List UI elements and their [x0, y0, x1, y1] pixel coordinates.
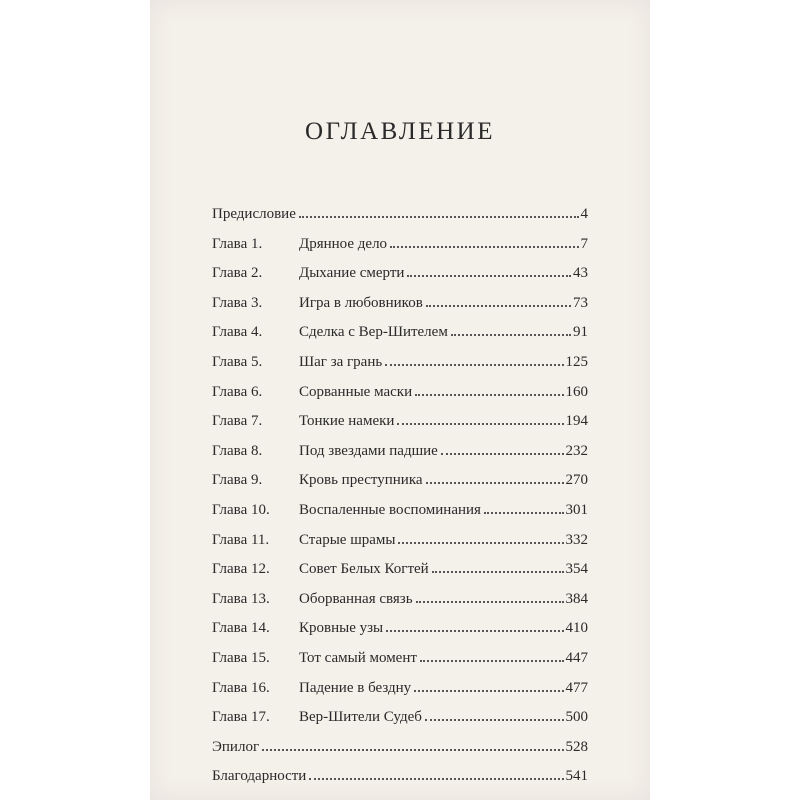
- toc-dot-leader: [386, 630, 563, 632]
- toc-dot-leader: [397, 423, 563, 425]
- toc-entry-label: Глава 16.: [212, 679, 270, 696]
- toc-dot-leader: [426, 482, 564, 484]
- toc-dot-leader: [420, 660, 564, 662]
- toc-entry-page-number: 384: [565, 590, 588, 607]
- toc-entry: [212, 205, 588, 235]
- toc-entry-page-number: 301: [565, 501, 588, 518]
- toc-entry-page-number: 447: [565, 649, 588, 666]
- toc-dot-leader: [441, 453, 564, 455]
- toc-entry-page-number: 91: [573, 324, 588, 341]
- toc-entry-title: Дыхание смерти: [299, 265, 405, 282]
- toc-entry: [212, 235, 588, 265]
- toc-entry-title: Игра в любовников: [299, 294, 423, 311]
- toc-entry-title: Эпилог: [212, 738, 260, 755]
- toc-entry-label: Глава 8.: [212, 442, 263, 459]
- toc-entry-page-number: 73: [573, 294, 588, 311]
- toc-entry: [212, 383, 588, 413]
- toc-entry-title: Шаг за грань: [299, 353, 383, 370]
- book-page: [150, 0, 650, 800]
- toc-entry: [212, 649, 588, 679]
- toc-entry-label: Глава 10.: [212, 501, 270, 518]
- toc-dot-leader: [299, 216, 579, 218]
- toc-dot-leader: [390, 246, 578, 248]
- toc-entry: [212, 353, 588, 383]
- toc-entry: [212, 323, 588, 353]
- toc-entry: [212, 442, 588, 472]
- toc-entry-label: Глава 2.: [212, 265, 263, 282]
- toc-entry-label: Глава 13.: [212, 590, 270, 607]
- toc-entry-label: Глава 5.: [212, 353, 263, 370]
- toc-entry: [212, 294, 588, 324]
- toc-entry-page-number: 194: [565, 413, 588, 430]
- toc-entry-title: Благодарности: [212, 768, 307, 785]
- toc-entry-label: Глава 12.: [212, 561, 270, 578]
- page-title: ОГЛАВЛЕНИЕ: [305, 118, 495, 145]
- toc-entry-label: Глава 6.: [212, 383, 263, 400]
- toc-entry-label: Глава 7.: [212, 413, 263, 430]
- toc-entry: [212, 708, 588, 738]
- toc-entry-title: Кровные узы: [299, 620, 384, 637]
- toc-entry-page-number: 4: [580, 206, 588, 222]
- toc-entry-label: Глава 3.: [212, 294, 263, 311]
- toc-entry-label: Глава 15.: [212, 649, 270, 666]
- toc-entry-label: Глава 1.: [212, 235, 263, 252]
- toc-entry: [212, 501, 588, 531]
- toc-entry-page-number: 477: [565, 679, 588, 696]
- toc-entry: [212, 767, 588, 797]
- toc-dot-leader: [407, 275, 571, 277]
- toc-dot-leader: [484, 512, 564, 514]
- toc-entry-title: Дрянное дело: [299, 235, 388, 252]
- toc-dot-leader: [385, 364, 563, 366]
- table-of-contents: [212, 205, 588, 797]
- toc-dot-leader: [425, 719, 564, 721]
- toc-entry: [212, 590, 588, 620]
- toc-entry-title: Предисловие: [212, 206, 296, 222]
- toc-dot-leader: [432, 571, 564, 573]
- toc-entry-page-number: 500: [565, 709, 588, 726]
- background-left: [0, 0, 150, 800]
- toc-dot-leader: [414, 690, 563, 692]
- toc-entry-title: Кровь преступника: [299, 472, 423, 489]
- toc-entry-page-number: 160: [565, 383, 588, 400]
- toc-entry-label: Глава 17.: [212, 709, 270, 726]
- toc-entry-title: Старые шрамы: [299, 531, 396, 548]
- toc-entry: [212, 560, 588, 590]
- toc-entry-page-number: 232: [565, 442, 588, 459]
- toc-entry-title: Тонкие намеки: [299, 413, 395, 430]
- toc-entry-title: Под звездами падшие: [299, 442, 438, 459]
- toc-entry-page-number: 7: [580, 235, 588, 252]
- toc-dot-leader: [416, 601, 564, 603]
- toc-entry-page-number: 354: [565, 561, 588, 578]
- toc-entry-title: Падение в бездну: [299, 679, 412, 696]
- toc-entry-page-number: 270: [565, 472, 588, 489]
- toc-entry-page-number: 410: [565, 620, 588, 637]
- toc-entry-title: Сделка с Вер-Шителем: [299, 324, 448, 341]
- toc-entry-page-number: 125: [565, 353, 588, 370]
- toc-dot-leader: [398, 542, 563, 544]
- toc-entry-label: Глава 9.: [212, 472, 263, 489]
- toc-entry: [212, 738, 588, 768]
- toc-entry-title: Вер-Шители Судеб: [299, 709, 422, 726]
- toc-dot-leader: [309, 778, 563, 780]
- toc-entry-title: Сорванные маски: [299, 383, 413, 400]
- toc-entry-page-number: 541: [565, 768, 588, 785]
- toc-entry: [212, 619, 588, 649]
- toc-entry-page-number: 43: [573, 265, 588, 282]
- toc-entry-title: Воспаленные воспоминания: [299, 501, 481, 518]
- toc-entry-label: Глава 4.: [212, 324, 263, 341]
- toc-dot-leader: [262, 749, 563, 751]
- toc-entry-title: Оборванная связь: [299, 590, 413, 607]
- toc-entry-label: Глава 11.: [212, 531, 270, 548]
- toc-entry-label: Глава 14.: [212, 620, 270, 637]
- toc-entry: [212, 531, 588, 561]
- toc-dot-leader: [415, 394, 563, 396]
- toc-entry: [212, 264, 588, 294]
- toc-entry: [212, 679, 588, 709]
- toc-dot-leader: [451, 334, 571, 336]
- toc-entry: [212, 412, 588, 442]
- toc-entry-page-number: 332: [565, 531, 588, 548]
- toc-dot-leader: [426, 305, 571, 307]
- toc-entry-title: Тот самый момент: [299, 649, 417, 666]
- toc-entry-title: Совет Белых Когтей: [299, 561, 429, 578]
- toc-entry-page-number: 528: [565, 738, 588, 755]
- toc-entry: [212, 471, 588, 501]
